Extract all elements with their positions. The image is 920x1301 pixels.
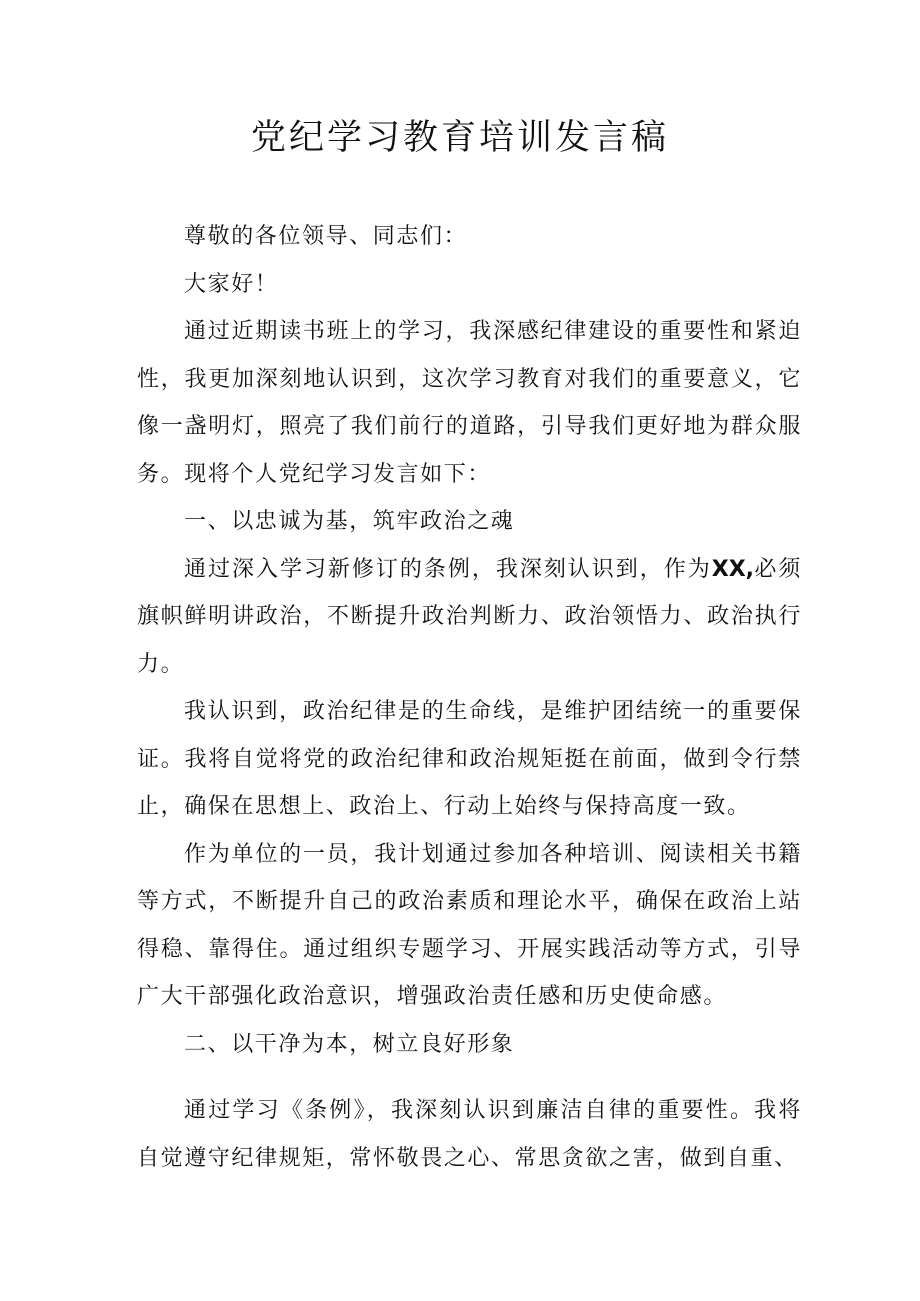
placeholder-emphasis: XX, (711, 556, 755, 582)
document-body (137, 213, 802, 1182)
section-1-paragraph-1 (137, 546, 802, 689)
section-heading-1: 一、以忠诚为基，筑牢政治之魂 (184, 509, 515, 534)
paragraph-text-after: 必须旗帜鲜明讲政治，不断提升政治判断力、政治领悟力、政治执行力。 (137, 556, 803, 677)
intro-paragraph: 通过近期读书班上的学习，我深感纪律建设的重要性和紧迫性，我更加深刻地认识到，这次学习教育对我们的重要意义，它像一盏明灯，照亮了我们前行的道路，引导我们更好地为群众服务。现将个人党纪学习发言如下： (137, 319, 802, 487)
section-2-paragraph-1: 通过学习《条例》，我深刻认识到廉洁自律的重要性。我将自觉遵守纪律规矩，常怀敬畏之心、常思贪欲之害，做到自重、 (137, 1098, 802, 1171)
paragraph-text-before: 通过深入学习新修订的条例，我深刻认识到，作为 (184, 556, 712, 582)
section-heading-2: 二、以干净为本，树立良好形象 (184, 1031, 515, 1057)
section-1-paragraph-2: 我认识到，政治纪律是的生命线，是维护团结统一的重要保证。我将自觉将党的政治纪律和政治规矩挺在前面，做到令行禁止，确保在思想上、政治上、行动上始终与保持高度一致。 (137, 699, 802, 819)
section-1-paragraph-3: 作为单位的一员，我计划通过参加各种培训、阅读相关书籍等方式，不断提升自己的政治素质和理论水平，确保在政治上站得稳、靠得住。通过组织专题学习、开展实践活动等方式，引导广大干部强化政治意识，增强政治责任感和历史使命感。 (137, 841, 802, 1009)
salutation: 尊敬的各位领导、同志们： (184, 224, 468, 249)
greeting: 大家好！ (184, 271, 279, 297)
document-title: 党纪学习教育培训发言稿 (250, 118, 669, 158)
